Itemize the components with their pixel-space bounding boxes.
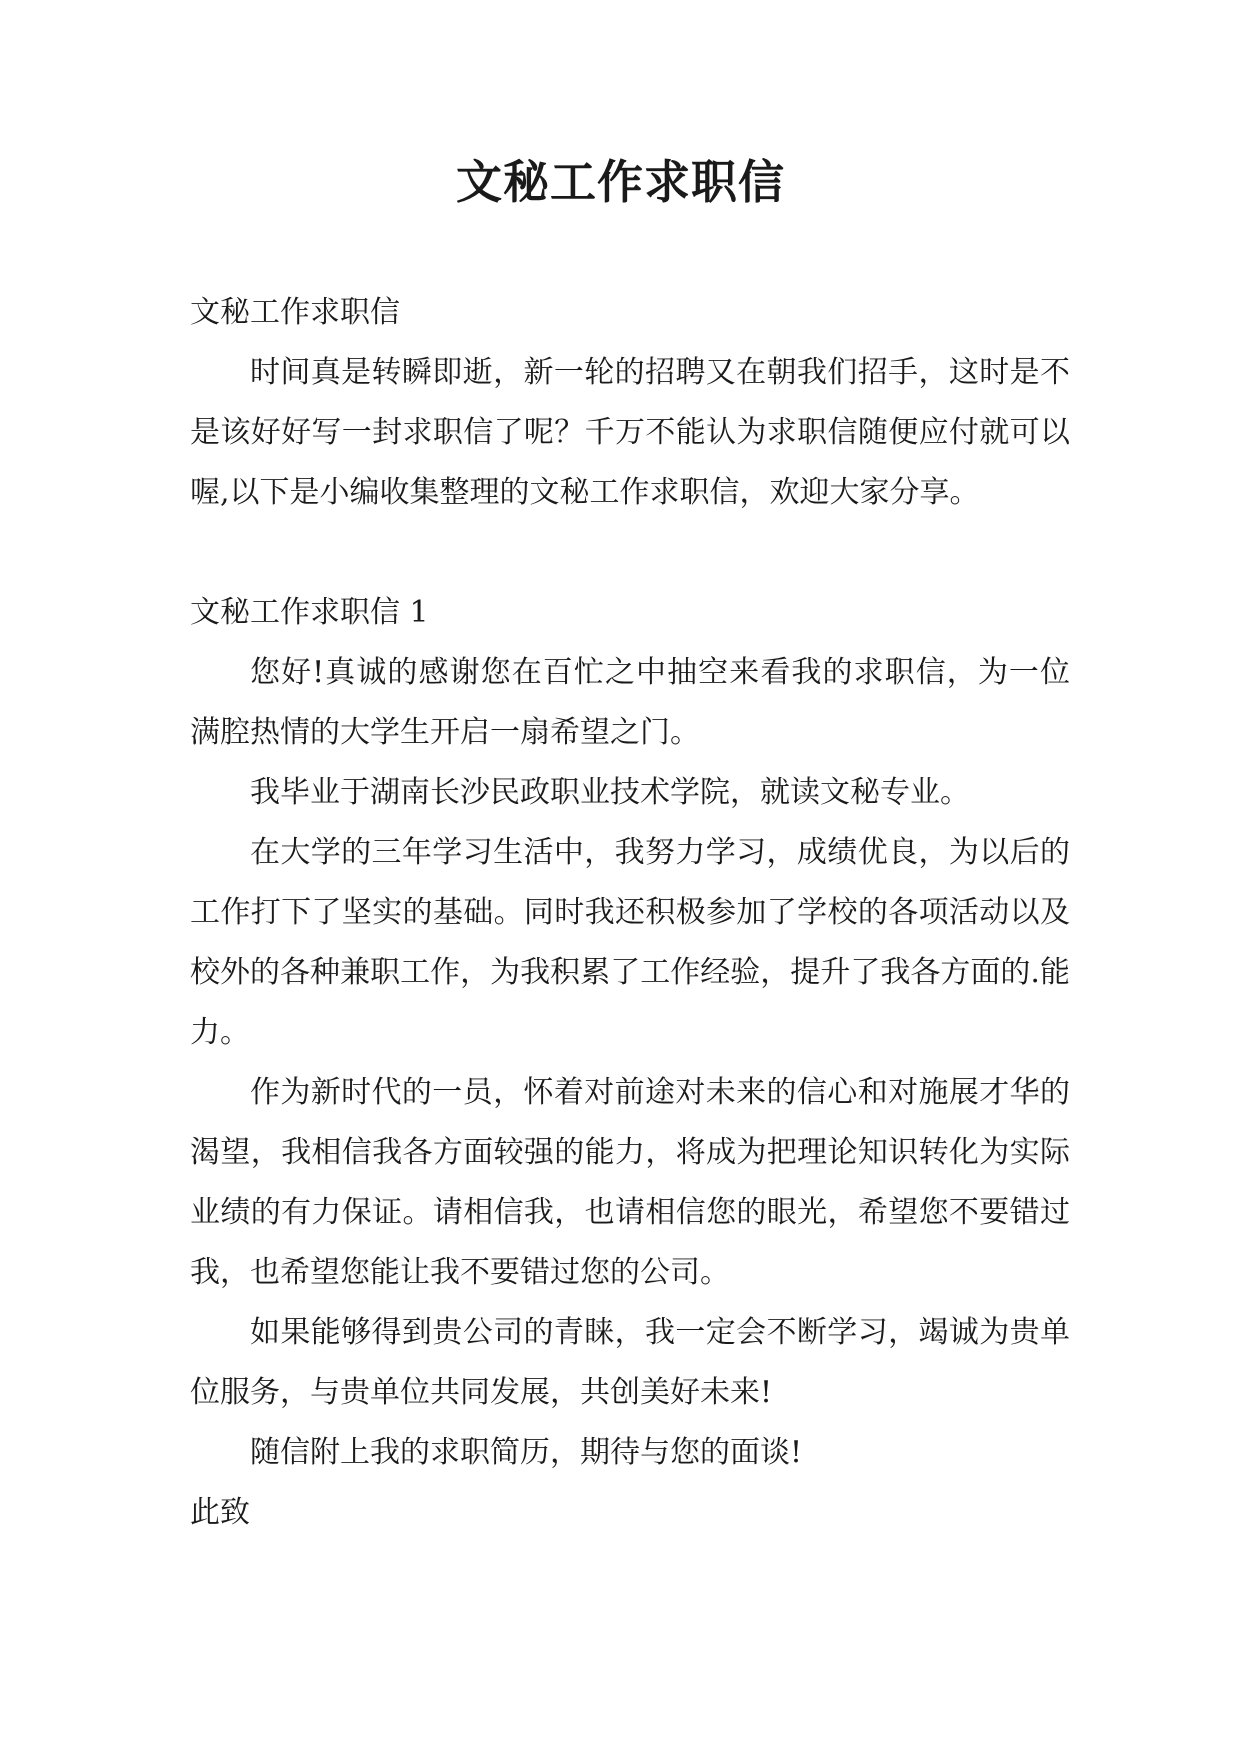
document-title: 文秘工作求职信 [456,155,785,209]
letter1-paragraph: 作为新时代的一员，怀着对前途对未来的信心和对施展才华的渴望，我相信我各方面较强的能力，将成为把理论知识转化为实际业绩的有力保证。请相信我，也请相信您的眼光，希望您不要错过我，也希望您能让我不要错过您的公司。 [190,1075,1070,1290]
intro-paragraph: 时间真是转瞬即逝，新一轮的招聘又在朝我们招手，这时是不是该好好写一封求职信了呢？千万不能认为求职信随便应付就可以喔,以下是小编收集整理的文秘工作求职信，欢迎大家分享。 [190,355,1070,510]
section-spacer [190,523,1070,583]
letter1-heading: 文秘工作求职信 1 [190,595,429,630]
closing-text: 此致 [190,1495,250,1530]
letter1-paragraph: 在大学的三年学习生活中，我努力学习，成绩优良，为以后的工作打下了坚实的基础。同时我还积极参加了学校的各项活动以及校外的各种兼职工作，为我积累了工作经验，提升了我各方面的.能力。 [190,835,1070,1050]
intro-heading: 文秘工作求职信 [190,295,400,330]
letter1-paragraph: 您好!真诚的感谢您在百忙之中抽空来看我的求职信，为一位满腔热情的大学生开启一扇希望之门。 [190,655,1070,750]
letter1-paragraph: 我毕业于湖南长沙民政职业技术学院，就读文秘专业。 [250,775,970,810]
letter1-paragraph: 如果能够得到贵公司的青睐，我一定会不断学习，竭诚为贵单位服务，与贵单位共同发展，共创美好未来! [190,1315,1070,1410]
document-body [190,283,1070,1543]
letter1-paragraph: 随信附上我的求职简历，期待与您的面谈! [250,1435,803,1470]
